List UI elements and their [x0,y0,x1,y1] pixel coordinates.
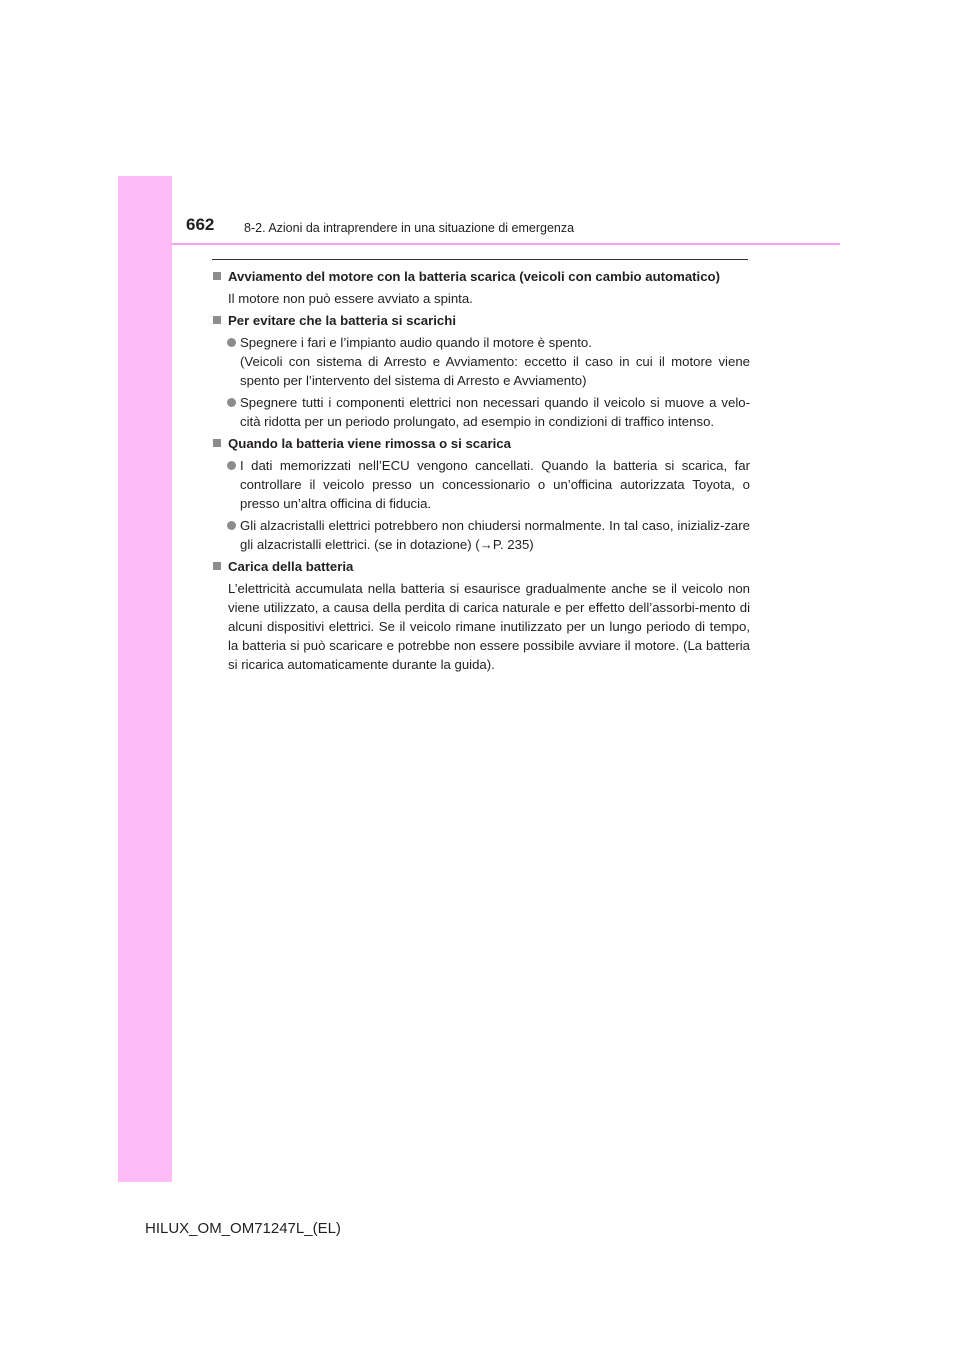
square-bullet-icon [213,272,221,280]
section-heading [212,311,750,330]
list-item-text: Spegnere i fari e l’impianto audio quando il motore è spento. [240,335,592,350]
round-bullet-icon [227,461,236,470]
content-divider [212,259,748,260]
list-item-text: Gli alzacristalli elettrici potrebbero non chiudersi normalmente. In tal caso, inizializ-zare gli alzacristalli elettrici. (se in dotazione) (→P. 235) [240,518,750,552]
round-bullet-icon [227,338,236,347]
section-heading-text: Quando la batteria viene rimossa o si scarica [228,436,511,451]
list-item-note: (Veicoli con sistema di Arresto e Avviamento: eccetto il caso in cui il motore viene spento per l’intervento del sistema di Arresto e Avviamento) [240,354,750,388]
section-heading [212,434,750,453]
section-heading [212,557,750,576]
section-paragraph: L’elettricità accumulata nella batteria si esaurisce gradualmente anche se il veicolo non viene utilizzato, a causa della perdita di carica naturale e per effetto dell’assorbi-mento di alcuni dispositivi elettrici. Se il veicolo rimane inutilizzato per un lungo periodo di tempo, la batteria si può scaricare e potrebbe non essere possibile avviare il motore. (La batteria si ricarica automaticamente durante la guida). [228,581,750,672]
list-item [212,393,750,431]
section-paragraph: Il motore non può essere avviato a spinta. [228,291,473,306]
page-number: 662 [186,215,215,234]
main-content [212,267,750,677]
document-code: HILUX_OM_OM71247L_(EL) [145,1220,341,1237]
square-bullet-icon [213,439,221,447]
list-item [212,333,750,390]
square-bullet-icon [213,316,221,324]
list-item-text: I dati memorizzati nell’ECU vengono cancellati. Quando la batteria si scarica, far controllare il veicolo presso un concessionario o un’officina autorizzata Toyota, o presso un’altra officina di fiducia. [240,458,750,511]
round-bullet-icon [227,398,236,407]
list-item-text: Spegnere tutti i componenti elettrici non necessari quando il veicolo si muove a velo-cità ridotta per un periodo prolungato, ad esempio in condizioni di traffico intenso. [240,395,750,429]
section-heading-text: Per evitare che la batteria si scarichi [228,313,456,328]
section-heading [212,267,750,286]
square-bullet-icon [213,562,221,570]
side-color-band [118,176,172,1182]
header-divider [172,243,840,245]
section-heading-text: Carica della batteria [228,559,354,574]
section-heading-text: Avviamento del motore con la batteria scarica (veicoli con cambio automatico) [228,269,720,284]
section-title: 8-2. Azioni da intraprendere in una situazione di emergenza [244,221,575,235]
list-item [212,516,750,554]
list-item [212,456,750,513]
round-bullet-icon [227,521,236,530]
